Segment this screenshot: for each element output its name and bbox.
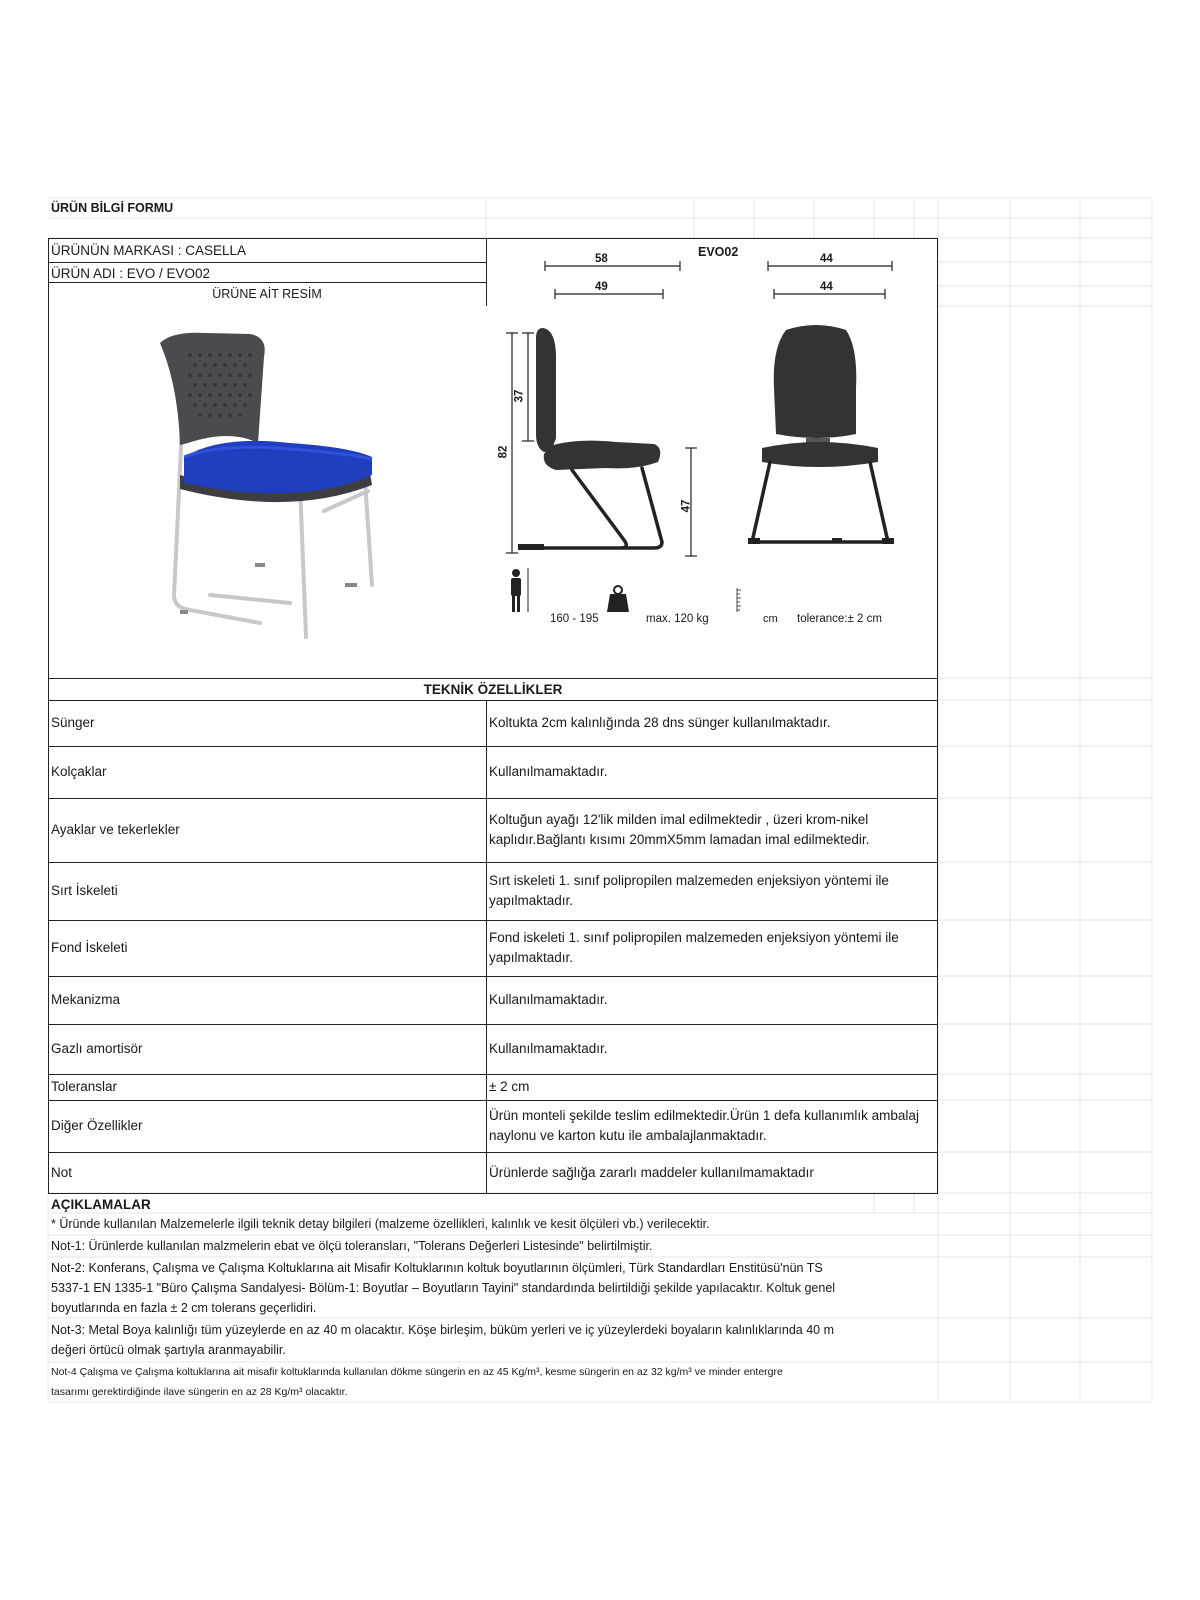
image-caption: ÜRÜNE AİT RESİM — [212, 287, 322, 301]
note-2-line-1: Not-2: Konferans, Çalışma ve Çalışma Koltuklarına ait Misafir Koltuklarının koltuk boyutlarının ölçümleri, Türk Standardları Enstitüsü'nün TS — [51, 1261, 823, 1275]
note-4-line-1: Not-4 Çalışma ve Çalışma koltuklarına ait misafir koltuklarında kullanılan dökme süngerin en az 45 Kg/m³, kesme süngerin en az 32 kg/m³ ve minder entergre — [51, 1366, 783, 1378]
spec-label: Fond İskeleti — [51, 940, 128, 955]
max-load: max. 120 kg — [646, 613, 709, 625]
spec-value: Ürünlerde sağlığa zararlı maddeler kullanılmamaktadır — [489, 1165, 814, 1180]
spec-label: Gazlı amortisör — [51, 1041, 143, 1056]
spec-label: Sünger — [51, 715, 95, 730]
dim-front-top: 44 — [820, 253, 833, 265]
dim-side-top: 58 — [595, 253, 608, 265]
spec-label: Diğer Özellikler — [51, 1118, 143, 1133]
spec-label: Mekanizma — [51, 992, 121, 1007]
note-3-line-1: Not-3: Metal Boya kalınlığı tüm yüzeylerde en az 40 m olacaktır. Köşe birleşim, büküm yerleri ve iç yüzeylerdeki boyaların kalınlıklarında 40 m — [51, 1323, 834, 1337]
spec-label: Not — [51, 1165, 73, 1180]
spec-label: Sırt İskeleti — [51, 883, 118, 898]
form-title: ÜRÜN BİLGİ FORMU — [51, 201, 174, 215]
dim-seat-height: 47 — [680, 499, 693, 513]
dim-side-inner: 49 — [595, 281, 608, 293]
spec-value: ± 2 cm — [489, 1079, 530, 1094]
specs-header: TEKNİK ÖZELLİKLER — [423, 682, 563, 697]
chair-photo — [140, 325, 400, 655]
spec-value: Kullanılmamaktadır. — [489, 992, 608, 1007]
notes-header: AÇIKLAMALAR — [51, 1197, 151, 1212]
spec-value: Koltukta 2cm kalınlığında 28 dns sünger kullanılmaktadır. — [489, 715, 831, 730]
dim-total-height: 82 — [497, 445, 510, 459]
technical-drawing — [486, 238, 938, 678]
note-2-line-2: 5337-1 EN 1335-1 "Büro Çalışma Sandalyesi- Bölüm-1: Boyutlar – Boyutların Tayini" standardında belirtildiği şekilde yapılacaktır. Koltuk genel — [51, 1281, 836, 1295]
note-3-line-2: değeri örtücü olmak şartıyla aranmayabilir. — [51, 1343, 286, 1357]
kg-label: kg — [624, 616, 634, 625]
spec-value: Kullanılmamaktadır. — [489, 764, 608, 779]
spec-label: Ayaklar ve tekerlekler — [51, 822, 180, 837]
brand-line: ÜRÜNÜN MARKASI : CASELLA — [51, 243, 247, 258]
dim-front-inner: 44 — [820, 281, 833, 293]
spec-value: Koltuğun ayağı 12'lik milden imal edilmektedir , üzeri krom-nikel kaplıdır.Bağlantı kısımı 20mmX5mm lamadan imal edilmektedir. — [489, 812, 870, 847]
user-height: 160 - 195 — [550, 613, 599, 625]
note-4-line-2: tasarımı gerektirdiğinde ilave süngerin en az 28 Kg/m³ olacaktır. — [51, 1386, 348, 1398]
spec-value: Fond iskeleti 1. sınıf polipropilen malzemeden enjeksiyon yöntemi ile yapılmaktadır. — [489, 930, 899, 965]
spec-value: Kullanılmamaktadır. — [489, 1041, 608, 1056]
spec-value: Ürün monteli şekilde teslim edilmektedir.Ürün 1 defa kullanımlık ambalaj naylonu ve karton kutu ile ambalajlanmaktadır. — [489, 1108, 919, 1143]
spec-label: Kolçaklar — [51, 764, 107, 779]
note-star: * Üründe kullanılan Malzemelerle ilgili teknik detay bilgileri (malzeme özellikleri, kalınlık ve kesit ölçüleri vb.) verilecektir. — [51, 1217, 710, 1231]
model-code: EVO02 — [698, 245, 739, 259]
product-name-line: ÜRÜN ADI : EVO / EVO02 — [51, 266, 211, 281]
unit-label: cm — [763, 613, 778, 625]
note-1: Not-1: Ürünlerde kullanılan malzmelerin ebat ve ölçü toleransları, "Tolerans Değerleri Listesinde" belirtilmiştir. — [51, 1239, 653, 1253]
spec-value: Sırt iskeleti 1. sınıf polipropilen malzemeden enjeksiyon yöntemi ile yapılmaktadır. — [489, 873, 889, 908]
note-2-line-3: boyutlarında en fazla ± 2 cm tolerans geçerlidiri. — [51, 1301, 317, 1315]
tolerance-label: tolerance:± 2 cm — [797, 613, 882, 625]
spec-label: Toleranslar — [51, 1079, 118, 1094]
dim-back-height: 37 — [513, 389, 526, 403]
